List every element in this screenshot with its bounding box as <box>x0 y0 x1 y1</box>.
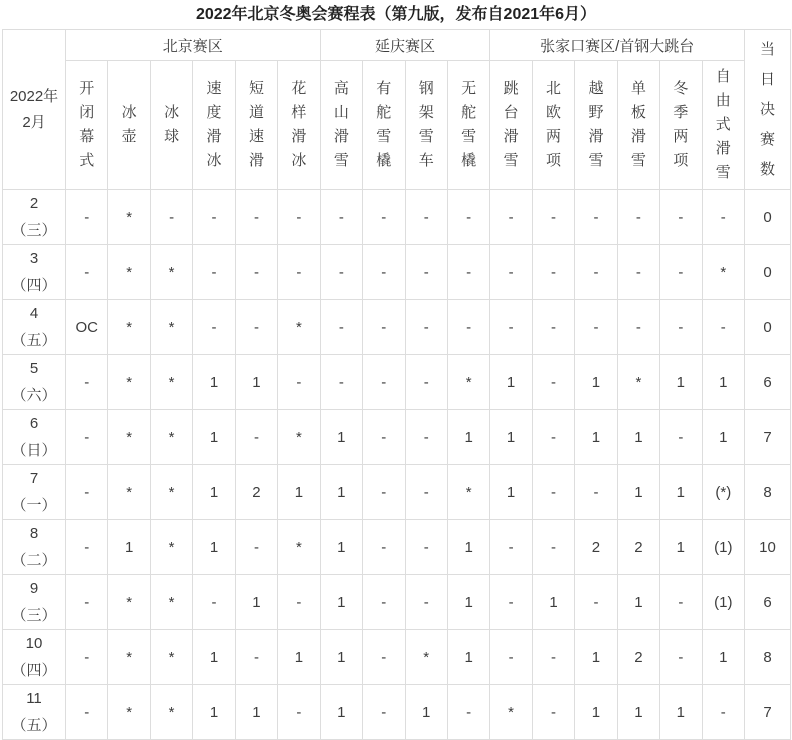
daily-finals-count: 8 <box>745 465 791 520</box>
sport-header-label: 冰球 <box>164 104 180 145</box>
schedule-cell: 1 <box>702 630 744 685</box>
schedule-cell: 1 <box>235 575 277 630</box>
schedule-cell: 1 <box>660 685 702 740</box>
schedule-row-9 <box>3 575 791 630</box>
sport-header-label: 跳台滑雪 <box>503 80 519 169</box>
schedule-cell: * <box>108 685 150 740</box>
table-header <box>3 30 791 190</box>
schedule-cell: * <box>150 300 192 355</box>
schedule-cell: - <box>702 685 744 740</box>
schedule-cell: - <box>320 300 362 355</box>
sport-header-4 <box>193 61 235 190</box>
schedule-cell: - <box>405 300 447 355</box>
schedule-cell: - <box>702 300 744 355</box>
schedule-cell: - <box>363 465 405 520</box>
schedule-cell: 1 <box>278 465 320 520</box>
sport-header-10 <box>447 61 489 190</box>
date-number: 4 <box>29 305 39 322</box>
schedule-cell: - <box>405 520 447 575</box>
schedule-row-7 <box>3 465 791 520</box>
schedule-cell: - <box>235 245 277 300</box>
schedule-cell: 2 <box>617 630 659 685</box>
schedule-cell: - <box>532 520 574 575</box>
schedule-cell: - <box>405 465 447 520</box>
sport-header-label: 北欧两项 <box>546 80 562 169</box>
schedule-cell: * <box>108 465 150 520</box>
daily-finals-count: 7 <box>745 685 791 740</box>
schedule-cell: 1 <box>193 355 235 410</box>
schedule-cell: (1) <box>702 575 744 630</box>
date-number: 10 <box>25 635 43 652</box>
schedule-cell: - <box>66 520 108 575</box>
schedule-cell: * <box>278 300 320 355</box>
weekday-label: （日） <box>11 442 57 459</box>
schedule-cell: * <box>150 685 192 740</box>
schedule-cell: - <box>363 410 405 465</box>
schedule-cell: - <box>617 190 659 245</box>
month-label-line: 2022年 <box>9 87 59 105</box>
schedule-cell: - <box>278 190 320 245</box>
sport-header-13 <box>575 61 617 190</box>
schedule-cell: * <box>490 685 532 740</box>
date-cell <box>3 300 66 355</box>
sport-header-2 <box>108 61 150 190</box>
schedule-cell: * <box>447 465 489 520</box>
schedule-cell: 1 <box>235 355 277 410</box>
date-cell <box>3 630 66 685</box>
schedule-cell: - <box>447 190 489 245</box>
schedule-cell: - <box>278 575 320 630</box>
weekday-label: （四） <box>11 277 57 294</box>
schedule-row-8 <box>3 520 791 575</box>
weekday-label: （六） <box>11 387 57 404</box>
schedule-row-3 <box>3 245 791 300</box>
schedule-cell: 1 <box>193 630 235 685</box>
schedule-cell: * <box>405 630 447 685</box>
schedule-cell: - <box>193 575 235 630</box>
date-number: 3 <box>29 250 39 267</box>
schedule-cell: 1 <box>532 575 574 630</box>
month-header <box>3 30 66 190</box>
schedule-cell: - <box>575 245 617 300</box>
schedule-cell: - <box>150 190 192 245</box>
sport-header-label: 冰壶 <box>121 104 137 145</box>
month-label <box>3 84 65 136</box>
schedule-cell: - <box>447 245 489 300</box>
schedule-row-4 <box>3 300 791 355</box>
schedule-cell: * <box>108 355 150 410</box>
schedule-cell: - <box>575 190 617 245</box>
schedule-body <box>3 190 791 740</box>
date-number: 6 <box>29 415 39 432</box>
schedule-cell: 1 <box>320 410 362 465</box>
schedule-cell: 1 <box>617 575 659 630</box>
schedule-cell: * <box>108 245 150 300</box>
schedule-cell: * <box>447 355 489 410</box>
daily-finals-count: 6 <box>745 575 791 630</box>
schedule-cell: - <box>405 245 447 300</box>
schedule-cell: - <box>235 190 277 245</box>
schedule-cell: - <box>660 630 702 685</box>
schedule-cell: * <box>150 465 192 520</box>
schedule-cell: - <box>532 630 574 685</box>
schedule-cell: * <box>617 355 659 410</box>
date-number: 2 <box>29 195 39 212</box>
schedule-cell: - <box>532 245 574 300</box>
sport-header-label: 单板滑雪 <box>630 80 646 169</box>
schedule-cell: 1 <box>447 630 489 685</box>
schedule-cell: 2 <box>575 520 617 575</box>
schedule-cell: 1 <box>108 520 150 575</box>
schedule-cell: * <box>702 245 744 300</box>
sport-header-3 <box>150 61 192 190</box>
weekday-label: （五） <box>11 332 57 349</box>
daily-finals-count: 0 <box>745 190 791 245</box>
schedule-cell: - <box>363 245 405 300</box>
schedule-cell: - <box>363 355 405 410</box>
sport-header-label: 速度滑冰 <box>206 80 222 169</box>
schedule-cell: * <box>108 410 150 465</box>
daily-finals-count: 8 <box>745 630 791 685</box>
weekday-label: （五） <box>11 717 57 734</box>
sport-header-label: 有舵雪橇 <box>376 80 392 169</box>
schedule-cell: - <box>405 190 447 245</box>
schedule-row-2 <box>3 190 791 245</box>
sport-header-1 <box>66 61 108 190</box>
sport-header-label: 自由式滑雪 <box>715 68 731 181</box>
schedule-cell: - <box>66 465 108 520</box>
schedule-cell: - <box>193 245 235 300</box>
date-cell <box>3 190 66 245</box>
schedule-cell: 1 <box>575 410 617 465</box>
schedule-cell: - <box>575 575 617 630</box>
venue-group-1: 北京赛区 <box>66 30 321 61</box>
schedule-cell: 1 <box>702 410 744 465</box>
schedule-cell: 1 <box>447 520 489 575</box>
schedule-cell: - <box>490 520 532 575</box>
schedule-cell: - <box>66 685 108 740</box>
schedule-cell: - <box>320 245 362 300</box>
schedule-row-10 <box>3 630 791 685</box>
schedule-cell: - <box>66 245 108 300</box>
page-title: 2022年北京冬奥会赛程表（第九版，发布自2021年6月） <box>195 6 597 23</box>
schedule-cell: - <box>447 685 489 740</box>
schedule-cell: 1 <box>447 410 489 465</box>
schedule-cell: 1 <box>405 685 447 740</box>
sport-header-7 <box>320 61 362 190</box>
schedule-cell: * <box>150 575 192 630</box>
schedule-cell: - <box>532 300 574 355</box>
schedule-cell: 1 <box>617 465 659 520</box>
schedule-cell: 1 <box>320 630 362 685</box>
weekday-label: （四） <box>11 662 57 679</box>
schedule-cell: (1) <box>702 520 744 575</box>
schedule-cell: 1 <box>660 520 702 575</box>
schedule-cell: 1 <box>660 465 702 520</box>
venue-group-3: 张家口赛区/首钢大跳台 <box>490 30 745 61</box>
sport-header-label: 钢架雪车 <box>418 80 434 169</box>
sport-header-label: 开闭幕式 <box>79 80 95 169</box>
schedule-row-11 <box>3 685 791 740</box>
daily-finals-count: 0 <box>745 300 791 355</box>
schedule-cell: * <box>108 190 150 245</box>
schedule-cell: 1 <box>447 575 489 630</box>
schedule-cell: - <box>320 190 362 245</box>
schedule-cell: - <box>363 520 405 575</box>
sport-header-label: 无舵雪橇 <box>461 80 477 169</box>
schedule-cell: * <box>150 245 192 300</box>
date-number: 11 <box>26 690 42 707</box>
date-number: 9 <box>29 580 39 597</box>
schedule-cell: OC <box>66 300 108 355</box>
schedule-cell: 1 <box>702 355 744 410</box>
sports-header-row <box>3 61 791 190</box>
sport-header-16 <box>702 61 744 190</box>
daily-finals-count: 6 <box>745 355 791 410</box>
schedule-cell: * <box>108 630 150 685</box>
month-label-line: 2月 <box>22 113 46 131</box>
schedule-cell: * <box>150 520 192 575</box>
schedule-cell: * <box>108 575 150 630</box>
schedule-cell: 1 <box>490 355 532 410</box>
schedule-cell: 1 <box>193 520 235 575</box>
schedule-cell: - <box>660 190 702 245</box>
sport-header-8 <box>363 61 405 190</box>
schedule-cell: 1 <box>320 575 362 630</box>
schedule-cell: * <box>150 410 192 465</box>
date-cell <box>3 465 66 520</box>
date-number: 5 <box>29 360 39 377</box>
schedule-cell: - <box>660 575 702 630</box>
schedule-cell: 1 <box>235 685 277 740</box>
schedule-cell: 1 <box>617 685 659 740</box>
schedule-cell: - <box>532 685 574 740</box>
schedule-cell: - <box>363 630 405 685</box>
schedule-cell: - <box>66 190 108 245</box>
schedule-cell: - <box>575 300 617 355</box>
sport-header-14 <box>617 61 659 190</box>
schedule-cell: - <box>532 355 574 410</box>
schedule-cell: - <box>490 245 532 300</box>
schedule-cell: 1 <box>320 685 362 740</box>
schedule-cell: - <box>405 355 447 410</box>
daily-finals-count: 7 <box>745 410 791 465</box>
schedule-cell: - <box>66 630 108 685</box>
daily-finals-header <box>745 30 791 190</box>
schedule-cell: - <box>532 410 574 465</box>
date-cell <box>3 355 66 410</box>
schedule-cell: * <box>150 355 192 410</box>
schedule-cell: - <box>66 575 108 630</box>
schedule-cell: - <box>447 300 489 355</box>
schedule-cell: 1 <box>278 630 320 685</box>
schedule-cell: - <box>617 300 659 355</box>
schedule-cell: 2 <box>617 520 659 575</box>
date-cell <box>3 685 66 740</box>
schedule-cell: - <box>278 685 320 740</box>
schedule-cell: 1 <box>320 520 362 575</box>
date-cell <box>3 410 66 465</box>
date-number: 8 <box>29 525 39 542</box>
schedule-cell: - <box>405 410 447 465</box>
schedule-cell: - <box>575 465 617 520</box>
schedule-cell: - <box>320 355 362 410</box>
sport-header-label: 花样滑冰 <box>291 80 307 169</box>
schedule-cell: * <box>150 630 192 685</box>
schedule-cell: - <box>278 245 320 300</box>
schedule-cell: - <box>363 685 405 740</box>
daily-finals-count: 0 <box>745 245 791 300</box>
sport-header-6 <box>278 61 320 190</box>
schedule-row-5 <box>3 355 791 410</box>
schedule-cell: - <box>660 245 702 300</box>
venue-group-row <box>3 30 791 61</box>
schedule-cell: - <box>66 355 108 410</box>
schedule-cell: 1 <box>193 685 235 740</box>
sport-header-11 <box>490 61 532 190</box>
sport-header-15 <box>660 61 702 190</box>
sport-header-5 <box>235 61 277 190</box>
date-number: 7 <box>29 470 39 487</box>
schedule-cell: - <box>193 300 235 355</box>
schedule-cell: - <box>235 630 277 685</box>
weekday-label: （二） <box>11 552 57 569</box>
schedule-cell: 1 <box>320 465 362 520</box>
weekday-label: （一） <box>11 497 57 514</box>
schedule-cell: * <box>278 410 320 465</box>
schedule-cell: - <box>660 410 702 465</box>
schedule-cell: * <box>108 300 150 355</box>
schedule-cell: - <box>702 190 744 245</box>
schedule-cell: - <box>660 300 702 355</box>
weekday-label: （三） <box>11 222 57 239</box>
schedule-cell: - <box>405 575 447 630</box>
date-cell <box>3 245 66 300</box>
schedule-cell: - <box>532 465 574 520</box>
schedule-cell: * <box>278 520 320 575</box>
schedule-cell: - <box>363 190 405 245</box>
schedule-cell: - <box>66 410 108 465</box>
schedule-cell: 1 <box>193 465 235 520</box>
sport-header-label: 短道速滑 <box>248 80 264 169</box>
schedule-cell: - <box>363 575 405 630</box>
sport-header-9 <box>405 61 447 190</box>
schedule-cell: - <box>235 300 277 355</box>
date-cell <box>3 575 66 630</box>
schedule-cell: 1 <box>660 355 702 410</box>
schedule-cell: 1 <box>575 685 617 740</box>
schedule-cell: - <box>490 575 532 630</box>
schedule-cell: - <box>363 300 405 355</box>
schedule-cell: - <box>532 190 574 245</box>
schedule-cell: (*) <box>702 465 744 520</box>
schedule-cell: - <box>490 300 532 355</box>
sport-header-12 <box>532 61 574 190</box>
schedule-cell: 1 <box>575 630 617 685</box>
schedule-cell: - <box>617 245 659 300</box>
date-cell <box>3 520 66 575</box>
venue-group-2: 延庆赛区 <box>320 30 490 61</box>
schedule-row-6 <box>3 410 791 465</box>
schedule-cell: - <box>490 190 532 245</box>
daily-finals-count: 10 <box>745 520 791 575</box>
schedule-cell: - <box>490 630 532 685</box>
schedule-cell: 1 <box>490 465 532 520</box>
sport-header-label: 越野滑雪 <box>588 80 604 169</box>
schedule-cell: - <box>193 190 235 245</box>
weekday-label: （三） <box>11 607 57 624</box>
schedule-cell: 2 <box>235 465 277 520</box>
schedule-cell: 1 <box>617 410 659 465</box>
schedule-cell: - <box>235 410 277 465</box>
schedule-cell: - <box>278 355 320 410</box>
sport-header-label: 高山滑雪 <box>333 80 349 169</box>
sport-header-label: 冬季两项 <box>673 80 689 169</box>
schedule-table <box>2 29 791 740</box>
daily-finals-header-label: 当日决赛数 <box>759 40 775 178</box>
schedule-cell: 1 <box>490 410 532 465</box>
schedule-cell: 1 <box>193 410 235 465</box>
schedule-cell: 1 <box>575 355 617 410</box>
schedule-cell: - <box>235 520 277 575</box>
